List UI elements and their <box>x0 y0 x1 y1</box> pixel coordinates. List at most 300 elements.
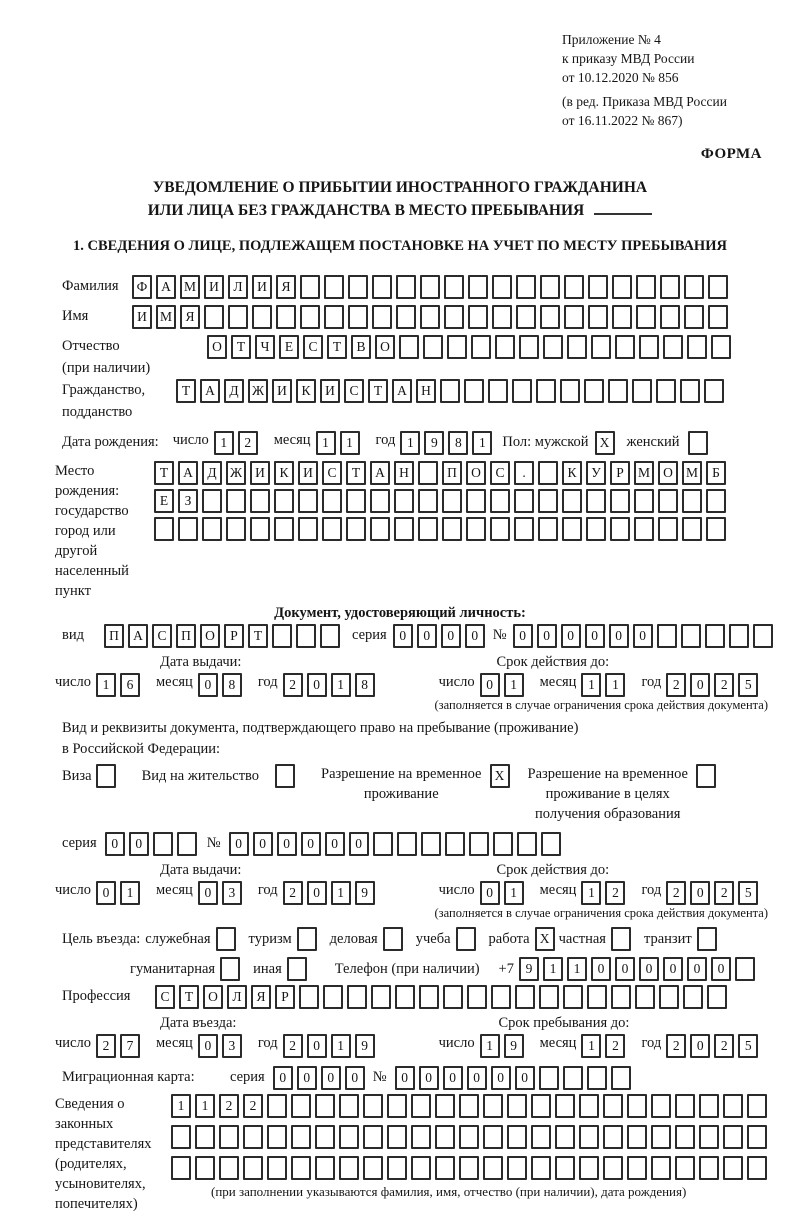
birthplace-cell[interactable] <box>634 489 654 513</box>
legal-reps-cell[interactable] <box>291 1094 311 1118</box>
patronymic-cell[interactable] <box>687 335 707 359</box>
birthplace-cell[interactable] <box>538 489 558 513</box>
citizenship-cell[interactable]: А <box>392 379 412 403</box>
legal-reps-cell[interactable] <box>411 1094 431 1118</box>
birthplace-cell[interactable]: Т <box>346 461 366 485</box>
birthplace-cell[interactable] <box>538 517 558 541</box>
doc-kind-cell[interactable] <box>320 624 340 648</box>
patronymic-cell[interactable] <box>543 335 563 359</box>
name-cell[interactable] <box>540 305 560 329</box>
legal-reps-cell[interactable] <box>627 1094 647 1118</box>
surname-cell[interactable]: И <box>204 275 224 299</box>
surname-cell[interactable]: Л <box>228 275 248 299</box>
legal-reps-cell[interactable] <box>651 1125 671 1149</box>
birthplace-cell[interactable] <box>274 517 294 541</box>
birthplace-cell[interactable] <box>322 517 342 541</box>
birthplace-cell[interactable] <box>298 489 318 513</box>
legal-reps-cell[interactable] <box>531 1094 551 1118</box>
birthplace-cell[interactable] <box>586 489 606 513</box>
purpose-private-checkbox[interactable] <box>611 927 631 951</box>
doc-number-cell[interactable] <box>753 624 773 648</box>
stay-day-cell[interactable]: 9 <box>504 1034 524 1058</box>
entry-year-cell[interactable]: 1 <box>331 1034 351 1058</box>
phone-digit-cell[interactable]: 0 <box>615 957 635 981</box>
legal-reps-cell[interactable] <box>651 1156 671 1180</box>
doc-number-cell[interactable]: 0 <box>633 624 653 648</box>
doc-valid-year-cell[interactable]: 5 <box>738 673 758 697</box>
citizenship-cell[interactable]: Т <box>176 379 196 403</box>
legal-reps-cell[interactable] <box>267 1156 287 1180</box>
legal-reps-cell[interactable] <box>651 1094 671 1118</box>
birthplace-cell[interactable] <box>514 489 534 513</box>
doc-valid-month-cell[interactable]: 1 <box>605 673 625 697</box>
surname-cell[interactable] <box>324 275 344 299</box>
citizenship-cell[interactable] <box>632 379 652 403</box>
purpose-business-checkbox[interactable] <box>383 927 403 951</box>
profession-cell[interactable] <box>419 985 439 1009</box>
profession-cell[interactable]: О <box>203 985 223 1009</box>
doc-issue-day-cell[interactable]: 6 <box>120 673 140 697</box>
res-number-cell[interactable] <box>445 832 465 856</box>
citizenship-cell[interactable] <box>440 379 460 403</box>
citizenship-cell[interactable] <box>608 379 628 403</box>
birth-day-cell[interactable]: 1 <box>214 431 234 455</box>
legal-reps-cell[interactable] <box>459 1125 479 1149</box>
doc-issue-year-cell[interactable]: 1 <box>331 673 351 697</box>
birthplace-cell[interactable] <box>370 517 390 541</box>
legal-reps-cell[interactable] <box>339 1125 359 1149</box>
birthplace-cell[interactable] <box>610 489 630 513</box>
birthplace-cell[interactable] <box>490 489 510 513</box>
patronymic-cell[interactable] <box>567 335 587 359</box>
doc-valid-year-cell[interactable]: 0 <box>690 673 710 697</box>
citizenship-cell[interactable]: Ж <box>248 379 268 403</box>
birthplace-cell[interactable] <box>418 517 438 541</box>
legal-reps-cell[interactable] <box>195 1125 215 1149</box>
name-cell[interactable] <box>612 305 632 329</box>
doc-number-cell[interactable] <box>657 624 677 648</box>
birth-year-cell[interactable]: 8 <box>448 431 468 455</box>
res-issue-year-cell[interactable]: 9 <box>355 881 375 905</box>
birthplace-cell[interactable] <box>490 517 510 541</box>
purpose-official-checkbox[interactable] <box>216 927 236 951</box>
female-checkbox[interactable] <box>688 431 708 455</box>
legal-reps-cell[interactable] <box>363 1094 383 1118</box>
profession-cell[interactable] <box>323 985 343 1009</box>
birthplace-cell[interactable] <box>610 517 630 541</box>
legal-reps-cell[interactable] <box>315 1094 335 1118</box>
res-series-cell[interactable] <box>153 832 173 856</box>
birthplace-cell[interactable] <box>370 489 390 513</box>
patronymic-cell[interactable]: В <box>351 335 371 359</box>
res-number-cell[interactable]: 0 <box>325 832 345 856</box>
name-cell[interactable] <box>300 305 320 329</box>
mig-number-cell[interactable]: 0 <box>395 1066 415 1090</box>
citizenship-cell[interactable]: С <box>344 379 364 403</box>
phone-digit-cell[interactable] <box>735 957 755 981</box>
patronymic-cell[interactable] <box>471 335 491 359</box>
profession-cell[interactable] <box>659 985 679 1009</box>
stay-year-cell[interactable]: 2 <box>714 1034 734 1058</box>
legal-reps-cell[interactable] <box>339 1156 359 1180</box>
temp-residence-edu-checkbox[interactable] <box>696 764 716 788</box>
birthplace-cell[interactable]: И <box>250 461 270 485</box>
surname-cell[interactable] <box>468 275 488 299</box>
profession-cell[interactable] <box>467 985 487 1009</box>
mig-number-cell[interactable] <box>611 1066 631 1090</box>
birth-year-cell[interactable]: 9 <box>424 431 444 455</box>
birthplace-cell[interactable]: У <box>586 461 606 485</box>
legal-reps-cell[interactable] <box>579 1094 599 1118</box>
birthplace-cell[interactable] <box>250 517 270 541</box>
legal-reps-cell[interactable] <box>699 1094 719 1118</box>
legal-reps-cell[interactable] <box>603 1156 623 1180</box>
birthplace-cell[interactable] <box>394 517 414 541</box>
birthplace-cell[interactable]: Ж <box>226 461 246 485</box>
legal-reps-cell[interactable] <box>555 1156 575 1180</box>
res-issue-year-cell[interactable]: 0 <box>307 881 327 905</box>
citizenship-cell[interactable]: Т <box>368 379 388 403</box>
profession-cell[interactable]: Л <box>227 985 247 1009</box>
birthplace-cell[interactable]: Н <box>394 461 414 485</box>
patronymic-cell[interactable]: Ч <box>255 335 275 359</box>
legal-reps-cell[interactable] <box>555 1125 575 1149</box>
birth-year-cell[interactable]: 1 <box>472 431 492 455</box>
legal-reps-cell[interactable] <box>267 1125 287 1149</box>
res-number-cell[interactable] <box>469 832 489 856</box>
legal-reps-cell[interactable] <box>723 1094 743 1118</box>
name-cell[interactable] <box>396 305 416 329</box>
legal-reps-cell[interactable] <box>675 1156 695 1180</box>
legal-reps-cell[interactable] <box>675 1094 695 1118</box>
name-cell[interactable] <box>660 305 680 329</box>
name-cell[interactable]: Я <box>180 305 200 329</box>
patronymic-cell[interactable]: С <box>303 335 323 359</box>
legal-reps-cell[interactable] <box>387 1125 407 1149</box>
doc-series-cell[interactable]: 0 <box>465 624 485 648</box>
profession-cell[interactable] <box>635 985 655 1009</box>
birthplace-cell[interactable]: П <box>442 461 462 485</box>
profession-cell[interactable] <box>611 985 631 1009</box>
birthplace-cell[interactable] <box>202 517 222 541</box>
res-number-cell[interactable] <box>397 832 417 856</box>
name-cell[interactable] <box>276 305 296 329</box>
mig-number-cell[interactable]: 0 <box>491 1066 511 1090</box>
patronymic-cell[interactable] <box>423 335 443 359</box>
res-issue-month-cell[interactable]: 3 <box>222 881 242 905</box>
surname-cell[interactable] <box>540 275 560 299</box>
legal-reps-cell[interactable] <box>387 1156 407 1180</box>
legal-reps-cell[interactable] <box>219 1156 239 1180</box>
legal-reps-cell[interactable] <box>219 1125 239 1149</box>
legal-reps-cell[interactable] <box>603 1094 623 1118</box>
citizenship-cell[interactable]: Д <box>224 379 244 403</box>
purpose-study-checkbox[interactable] <box>456 927 476 951</box>
legal-reps-cell[interactable] <box>483 1156 503 1180</box>
profession-cell[interactable] <box>563 985 583 1009</box>
birthplace-cell[interactable]: И <box>298 461 318 485</box>
legal-reps-cell[interactable] <box>699 1156 719 1180</box>
birthplace-cell[interactable] <box>298 517 318 541</box>
name-cell[interactable] <box>468 305 488 329</box>
citizenship-cell[interactable]: И <box>272 379 292 403</box>
legal-reps-cell[interactable] <box>723 1125 743 1149</box>
doc-number-cell[interactable]: 0 <box>561 624 581 648</box>
entry-day-cell[interactable]: 2 <box>96 1034 116 1058</box>
legal-reps-cell[interactable]: 1 <box>171 1094 191 1118</box>
name-cell[interactable] <box>636 305 656 329</box>
phone-digit-cell[interactable]: 9 <box>519 957 539 981</box>
doc-valid-day-cell[interactable]: 1 <box>504 673 524 697</box>
legal-reps-cell[interactable] <box>627 1156 647 1180</box>
citizenship-cell[interactable] <box>536 379 556 403</box>
birthplace-cell[interactable]: К <box>274 461 294 485</box>
surname-cell[interactable] <box>684 275 704 299</box>
patronymic-cell[interactable]: Т <box>327 335 347 359</box>
profession-cell[interactable]: Т <box>179 985 199 1009</box>
phone-digit-cell[interactable]: 0 <box>639 957 659 981</box>
birthplace-cell[interactable] <box>322 489 342 513</box>
legal-reps-cell[interactable] <box>723 1156 743 1180</box>
citizenship-cell[interactable] <box>560 379 580 403</box>
citizenship-cell[interactable] <box>464 379 484 403</box>
citizenship-cell[interactable] <box>704 379 724 403</box>
mig-series-cell[interactable]: 0 <box>345 1066 365 1090</box>
stay-month-cell[interactable]: 1 <box>581 1034 601 1058</box>
stay-day-cell[interactable]: 1 <box>480 1034 500 1058</box>
surname-cell[interactable] <box>516 275 536 299</box>
citizenship-cell[interactable] <box>680 379 700 403</box>
name-cell[interactable]: И <box>132 305 152 329</box>
res-issue-month-cell[interactable]: 0 <box>198 881 218 905</box>
res-valid-day-cell[interactable]: 1 <box>504 881 524 905</box>
res-valid-year-cell[interactable]: 2 <box>666 881 686 905</box>
legal-reps-cell[interactable] <box>171 1125 191 1149</box>
name-cell[interactable] <box>252 305 272 329</box>
profession-cell[interactable] <box>347 985 367 1009</box>
profession-cell[interactable] <box>491 985 511 1009</box>
birthplace-cell[interactable]: Д <box>202 461 222 485</box>
entry-year-cell[interactable]: 0 <box>307 1034 327 1058</box>
legal-reps-cell[interactable] <box>339 1094 359 1118</box>
surname-cell[interactable]: Ф <box>132 275 152 299</box>
res-number-cell[interactable] <box>421 832 441 856</box>
profession-cell[interactable] <box>515 985 535 1009</box>
surname-cell[interactable] <box>636 275 656 299</box>
profession-cell[interactable] <box>707 985 727 1009</box>
profession-cell[interactable] <box>371 985 391 1009</box>
name-cell[interactable] <box>564 305 584 329</box>
patronymic-cell[interactable] <box>495 335 515 359</box>
patronymic-cell[interactable]: О <box>207 335 227 359</box>
purpose-transit-checkbox[interactable] <box>697 927 717 951</box>
res-series-cell[interactable] <box>177 832 197 856</box>
legal-reps-cell[interactable] <box>675 1125 695 1149</box>
legal-reps-cell[interactable] <box>531 1156 551 1180</box>
patronymic-cell[interactable] <box>663 335 683 359</box>
phone-digit-cell[interactable]: 0 <box>711 957 731 981</box>
doc-number-cell[interactable]: 0 <box>513 624 533 648</box>
patronymic-cell[interactable]: Е <box>279 335 299 359</box>
birthplace-cell[interactable] <box>658 517 678 541</box>
birthplace-cell[interactable]: Б <box>706 461 726 485</box>
doc-issue-year-cell[interactable]: 8 <box>355 673 375 697</box>
legal-reps-cell[interactable]: 2 <box>219 1094 239 1118</box>
mig-number-cell[interactable]: 0 <box>515 1066 535 1090</box>
birth-month-cell[interactable]: 1 <box>316 431 336 455</box>
name-cell[interactable] <box>708 305 728 329</box>
name-cell[interactable] <box>516 305 536 329</box>
legal-reps-cell[interactable] <box>315 1125 335 1149</box>
surname-cell[interactable] <box>444 275 464 299</box>
birthplace-cell[interactable]: . <box>514 461 534 485</box>
phone-digit-cell[interactable]: 0 <box>663 957 683 981</box>
birthplace-cell[interactable]: С <box>490 461 510 485</box>
res-number-cell[interactable] <box>517 832 537 856</box>
birthplace-cell[interactable] <box>442 517 462 541</box>
name-cell[interactable] <box>492 305 512 329</box>
profession-cell[interactable]: Я <box>251 985 271 1009</box>
entry-year-cell[interactable]: 2 <box>283 1034 303 1058</box>
birth-day-cell[interactable]: 2 <box>238 431 258 455</box>
legal-reps-cell[interactable] <box>627 1125 647 1149</box>
mig-series-cell[interactable]: 0 <box>297 1066 317 1090</box>
birthplace-cell[interactable] <box>562 489 582 513</box>
birthplace-cell[interactable] <box>226 517 246 541</box>
legal-reps-cell[interactable] <box>459 1094 479 1118</box>
doc-issue-month-cell[interactable]: 8 <box>222 673 242 697</box>
surname-cell[interactable]: М <box>180 275 200 299</box>
legal-reps-cell[interactable] <box>291 1125 311 1149</box>
name-cell[interactable]: М <box>156 305 176 329</box>
res-number-cell[interactable]: 0 <box>301 832 321 856</box>
name-cell[interactable] <box>420 305 440 329</box>
surname-cell[interactable]: Я <box>276 275 296 299</box>
doc-kind-cell[interactable]: С <box>152 624 172 648</box>
res-number-cell[interactable] <box>541 832 561 856</box>
res-issue-day-cell[interactable]: 0 <box>96 881 116 905</box>
surname-cell[interactable] <box>420 275 440 299</box>
profession-cell[interactable] <box>395 985 415 1009</box>
doc-kind-cell[interactable]: О <box>200 624 220 648</box>
legal-reps-cell[interactable] <box>531 1125 551 1149</box>
purpose-humanitarian-checkbox[interactable] <box>220 957 240 981</box>
res-valid-month-cell[interactable]: 1 <box>581 881 601 905</box>
patronymic-cell[interactable]: О <box>375 335 395 359</box>
legal-reps-cell[interactable] <box>507 1125 527 1149</box>
res-number-cell[interactable]: 0 <box>229 832 249 856</box>
surname-cell[interactable] <box>492 275 512 299</box>
birthplace-cell[interactable] <box>706 489 726 513</box>
res-valid-year-cell[interactable]: 2 <box>714 881 734 905</box>
doc-kind-cell[interactable]: А <box>128 624 148 648</box>
title-blank-line[interactable] <box>594 199 652 215</box>
doc-series-cell[interactable]: 0 <box>441 624 461 648</box>
birthplace-cell[interactable] <box>586 517 606 541</box>
doc-issue-year-cell[interactable]: 2 <box>283 673 303 697</box>
legal-reps-cell[interactable] <box>747 1156 767 1180</box>
birthplace-cell[interactable] <box>466 489 486 513</box>
citizenship-cell[interactable] <box>512 379 532 403</box>
res-number-cell[interactable]: 0 <box>349 832 369 856</box>
legal-reps-cell[interactable] <box>435 1125 455 1149</box>
surname-cell[interactable] <box>396 275 416 299</box>
male-checkbox[interactable]: X <box>595 431 615 455</box>
doc-kind-cell[interactable]: Т <box>248 624 268 648</box>
doc-kind-cell[interactable] <box>296 624 316 648</box>
legal-reps-cell[interactable] <box>267 1094 287 1118</box>
legal-reps-cell[interactable] <box>171 1156 191 1180</box>
purpose-tourism-checkbox[interactable] <box>297 927 317 951</box>
patronymic-cell[interactable] <box>639 335 659 359</box>
entry-month-cell[interactable]: 3 <box>222 1034 242 1058</box>
res-issue-year-cell[interactable]: 1 <box>331 881 351 905</box>
legal-reps-cell[interactable] <box>363 1156 383 1180</box>
birthplace-cell[interactable]: З <box>178 489 198 513</box>
citizenship-cell[interactable] <box>584 379 604 403</box>
phone-digit-cell[interactable]: 0 <box>687 957 707 981</box>
purpose-other-checkbox[interactable] <box>287 957 307 981</box>
birthplace-cell[interactable] <box>682 517 702 541</box>
res-valid-day-cell[interactable]: 0 <box>480 881 500 905</box>
surname-cell[interactable] <box>660 275 680 299</box>
legal-reps-cell[interactable] <box>747 1125 767 1149</box>
legal-reps-cell[interactable] <box>411 1156 431 1180</box>
mig-series-cell[interactable]: 0 <box>321 1066 341 1090</box>
doc-number-cell[interactable] <box>705 624 725 648</box>
citizenship-cell[interactable] <box>656 379 676 403</box>
mig-number-cell[interactable]: 0 <box>443 1066 463 1090</box>
birthplace-cell[interactable]: М <box>634 461 654 485</box>
doc-kind-cell[interactable]: Р <box>224 624 244 648</box>
birthplace-cell[interactable]: С <box>322 461 342 485</box>
legal-reps-cell[interactable] <box>699 1125 719 1149</box>
temp-residence-checkbox[interactable]: X <box>490 764 510 788</box>
citizenship-cell[interactable] <box>488 379 508 403</box>
legal-reps-cell[interactable] <box>579 1156 599 1180</box>
doc-kind-cell[interactable] <box>272 624 292 648</box>
patronymic-cell[interactable] <box>615 335 635 359</box>
doc-number-cell[interactable]: 0 <box>585 624 605 648</box>
legal-reps-cell[interactable] <box>411 1125 431 1149</box>
doc-issue-month-cell[interactable]: 0 <box>198 673 218 697</box>
birthplace-cell[interactable]: Е <box>154 489 174 513</box>
patronymic-cell[interactable] <box>447 335 467 359</box>
profession-cell[interactable] <box>443 985 463 1009</box>
birthplace-cell[interactable] <box>562 517 582 541</box>
citizenship-cell[interactable]: И <box>320 379 340 403</box>
res-series-cell[interactable]: 0 <box>105 832 125 856</box>
doc-issue-day-cell[interactable]: 1 <box>96 673 116 697</box>
name-cell[interactable] <box>228 305 248 329</box>
profession-cell[interactable] <box>683 985 703 1009</box>
doc-kind-cell[interactable]: П <box>104 624 124 648</box>
surname-cell[interactable] <box>708 275 728 299</box>
birthplace-cell[interactable] <box>226 489 246 513</box>
legal-reps-cell[interactable] <box>291 1156 311 1180</box>
surname-cell[interactable] <box>612 275 632 299</box>
profession-cell[interactable] <box>539 985 559 1009</box>
doc-kind-cell[interactable]: П <box>176 624 196 648</box>
legal-reps-cell[interactable] <box>435 1156 455 1180</box>
birthplace-cell[interactable]: А <box>370 461 390 485</box>
name-cell[interactable] <box>444 305 464 329</box>
patronymic-cell[interactable] <box>399 335 419 359</box>
mig-number-cell[interactable]: 0 <box>467 1066 487 1090</box>
birthplace-cell[interactable]: А <box>178 461 198 485</box>
birthplace-cell[interactable] <box>346 489 366 513</box>
name-cell[interactable] <box>372 305 392 329</box>
